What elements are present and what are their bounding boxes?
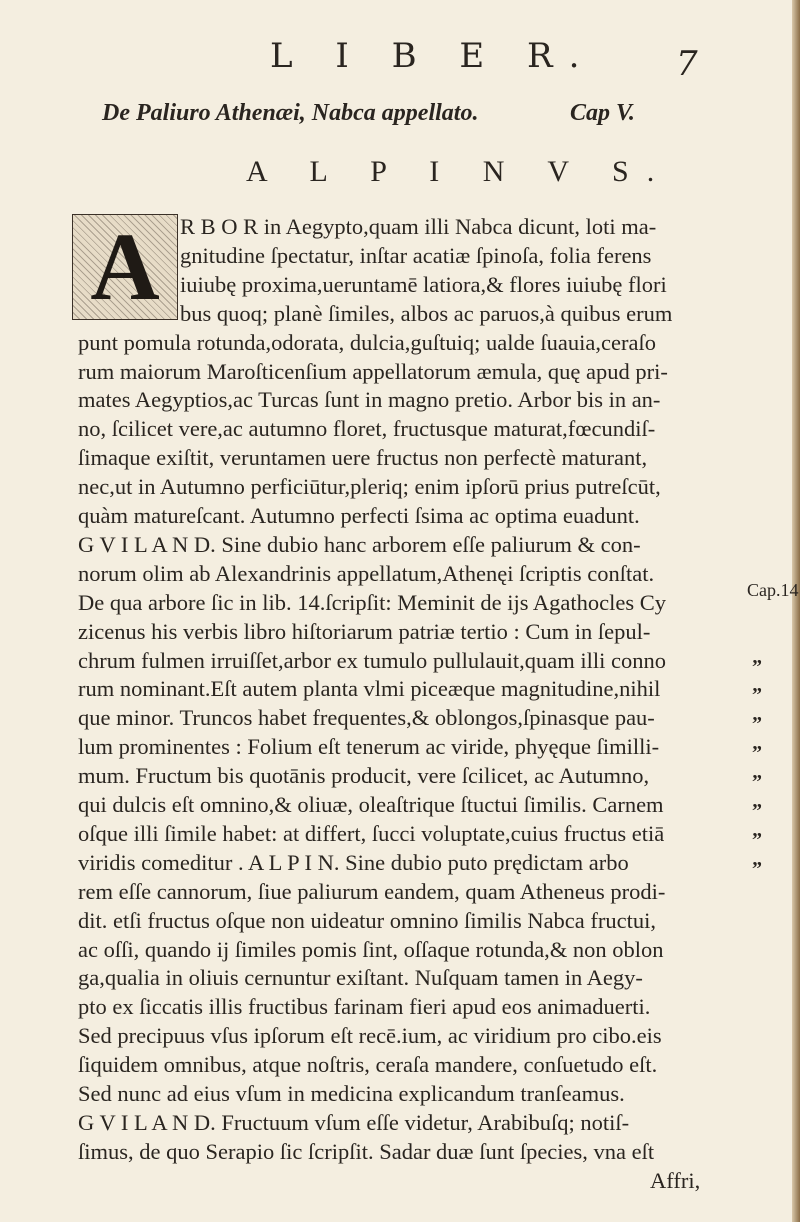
text-line: punt pomula rotunda,odorata, dulcia,guſtuiq; ualde ſuauia,ceraſo [78,329,656,355]
margin-cap-note: Cap.14 [747,580,799,600]
text-line: dit. etſi fructus oſque non uideatur omnino ſimilis Nabca fructui, [78,907,657,933]
text-line: Sed nunc ad eius vſum in medicina explicandum tranſeamus. [78,1081,625,1106]
quote-mark: ” [752,713,762,736]
chapter-cap-label: Cap V. [570,100,635,126]
text-line: ga,qualia in oliuis cernuntur exiſtant. Nuſquam tamen in Aegy- [78,965,643,991]
running-title: L I B E R. [270,36,596,76]
quote-mark: ” [752,857,762,880]
quote-mark: ” [752,771,762,794]
text-line: zicenus his verbis libro hiſtoriarum patriæ tertio : Cum in ſepul- [78,618,651,644]
text-line: norum olim ab Alexandrinis appellatum,Athenęi ſcriptis conſtat. [78,560,655,586]
page-number: 7 [676,44,698,84]
text-line: G V I L A N D. Sine dubio hanc arborem eſſe paliurum & con- [78,531,641,557]
text-line: G V I L A N D. Fructuum vſum eſſe videtur, Arabibuſq; notiſ- [78,1109,630,1135]
text-line: nec,ut in Autumno perficiūtur,pleriq; enim ipſorū prius putreſcūt, [78,474,661,500]
text-line: mates Aegyptios,ac Turcas ſunt in magno pretio. Arbor bis in an- [78,387,661,413]
chapter-title-text: De Paliuro Athenæi, Nabca appellato. [102,100,479,126]
text-line: no, ſcilicet vere,ac autumno floret, fructusque maturat,fœcundiſ- [78,416,656,442]
author-heading: A L P I N V S. [246,155,673,188]
text-line: lum prominentes : Folium eſt tenerum ac viride, phyęque ſimilli- [78,734,660,760]
drop-cap-letter: A [90,213,160,320]
text-line: gnitudine ſpectatur, inſtar acatiæ ſpinoſa, folia ferens [180,242,652,268]
text-line: rum maiorum Maroſticenſium appellatorum æmula, quę apud pri- [78,358,668,384]
quote-mark: ” [752,655,762,678]
text-line: rum nominant.Eſt autem planta vlmi piceæque magnitudine,nihil [78,676,661,702]
text-line: Sed precipuus vſus ipſorum eſt recē.ium, ac viridium pro cibo.eis [78,1023,662,1049]
text-line: ſimus, de quo Serapio ſic ſcripſit. Sadar duæ ſunt ſpecies, vna eſt [78,1138,655,1164]
quote-mark: ” [752,684,762,707]
text-line: qui dulcis eſt omnino,& oliuæ, oleaſtrique ſtuctui ſimilis. Carnem [78,792,664,817]
text-line: oſque illi ſimile habet: at differt, ſucci voluptate,cuius fructus etiā [78,820,665,846]
text-line: iuiubę proxima,ueruntamē latiora,& flores iuiubę flori [180,271,667,297]
text-line: pto ex ſiccatis illis fructibus farinam fieri apud eos animaduerti. [78,994,651,1020]
text-line: R B O R in Aegypto,quam illi Nabca dicunt, loti ma- [180,214,657,239]
text-line: viridis comeditur . A L P I N. Sine dubio puto prędictam arbo [78,849,629,875]
text-line: chrum fulmen irruiſſet,arbor ex tumulo pullulauit,quam illi conno [78,647,666,673]
text-line: quàm matureſcant. Autumno perfecti ſsima ac optima euadunt. [78,503,640,528]
text-line: ac oſſi, quando ij ſimiles pomis ſint, oſſaque rotunda,& non oblon [78,936,664,962]
text-line: De qua arbore ſic in lib. 14.ſcripſit: Meminit de ijs Agathocles Cy [78,589,667,615]
text-line: ſimaque exiſtit, veruntamen uere fructus non perfectè maturant, [78,445,648,471]
text-line: mum. Fructum bis quotānis producit, vere ſcilicet, ac Autumno, [78,763,650,789]
quote-mark: ” [752,828,762,851]
quote-mark: ” [752,800,762,822]
text-line: bus quoq; planè ſimiles, albos ac paruos,à quibus erum [180,300,673,326]
text-line: ſiquidem omnibus, atque noſtris, ceraſa mandere, conſuetudo eſt. [78,1052,658,1078]
quote-mark: ” [752,742,762,765]
catchword: Affri, [650,1168,701,1193]
text-line: rem eſſe cannorum, ſiue paliurum eandem, quam Atheneus prodi- [78,878,666,904]
text-line: que minor. Truncos habet frequentes,& oblongos,ſpinasque pau- [78,705,655,731]
